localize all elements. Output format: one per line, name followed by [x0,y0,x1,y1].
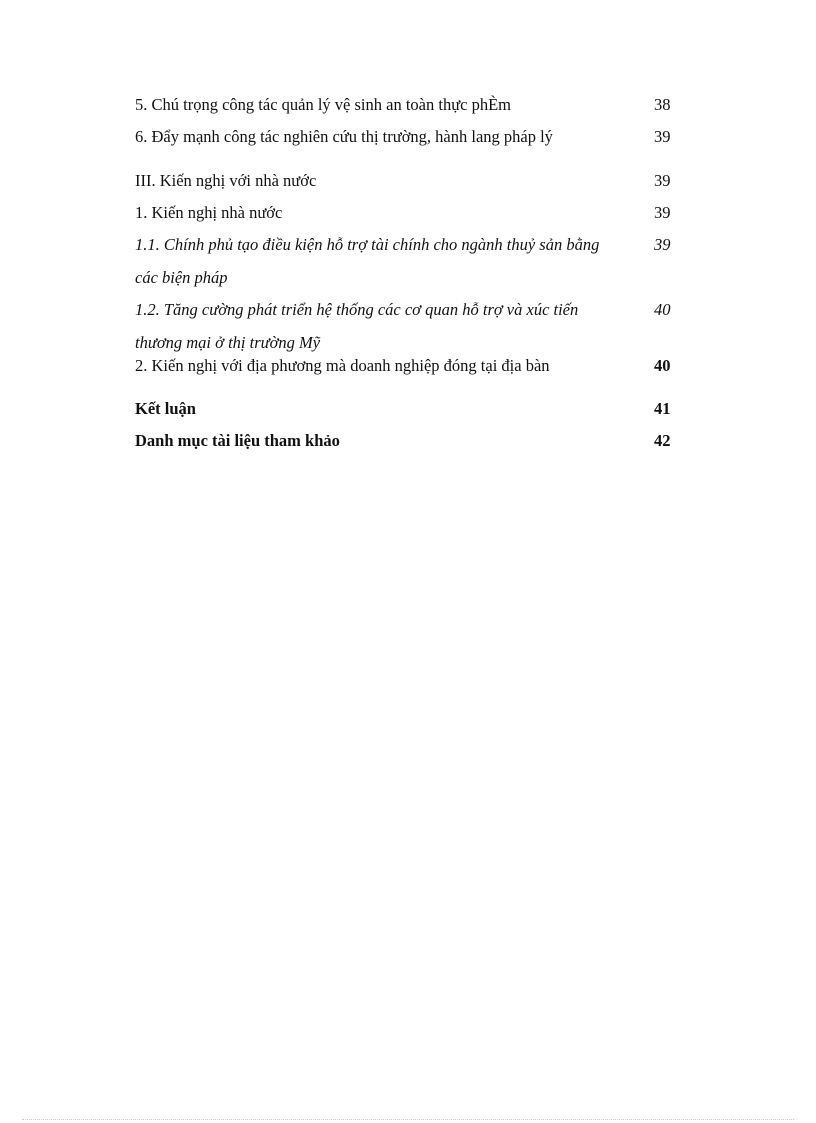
toc-entry-title: 2. Kiến nghị với địa phương mà doanh nghiệp đóng tại địa bàn [135,356,550,375]
toc-entry [135,400,680,432]
toc-entry [135,357,680,400]
toc-entry [135,128,680,172]
toc-entry-page: 39 [654,127,671,146]
toc-entry-title: 1. Kiến nghị nhà nước [135,203,283,222]
toc-entry [135,204,680,228]
table-of-contents [135,96,680,456]
toc-entry-title: 1.2. Tăng cường phát triển hệ thống các cơ quan hỗ trợ và xúc tiến thương mại ở thị trường Mỹ [135,300,579,352]
toc-entry [135,432,680,456]
toc-entry-page: 40 [654,300,671,319]
toc-entry-page: 39 [654,235,671,254]
toc-entry-page: 39 [654,203,671,222]
toc-entry-page: 41 [654,399,671,418]
toc-entry-title: III. Kiến nghị với nhà nước [135,171,317,190]
toc-entry [135,96,680,128]
toc-entry-title: Kết luận [135,399,196,418]
toc-entry-page: 40 [654,356,671,375]
toc-entry-page: 39 [654,171,671,190]
page-boundary-divider [22,1119,794,1120]
toc-entry-title: 1.1. Chính phủ tạo điều kiện hỗ trợ tài chính cho ngành thuỷ sản bằng các biện pháp [135,235,600,287]
toc-entry-title: 6. Đẩy mạnh công tác nghiên cứu thị trường, hành lang pháp lý [135,127,553,146]
toc-entry [135,228,680,293]
toc-entry-title: Danh mục tài liệu tham khảo [135,431,340,450]
toc-entry [135,172,680,204]
toc-entry [135,293,680,357]
toc-entry-page: 42 [654,431,671,450]
toc-entry-title: 5. Chú trọng công tác quản lý vệ sinh an toàn thực phÈm [135,95,511,114]
toc-entry-page: 38 [654,95,671,114]
